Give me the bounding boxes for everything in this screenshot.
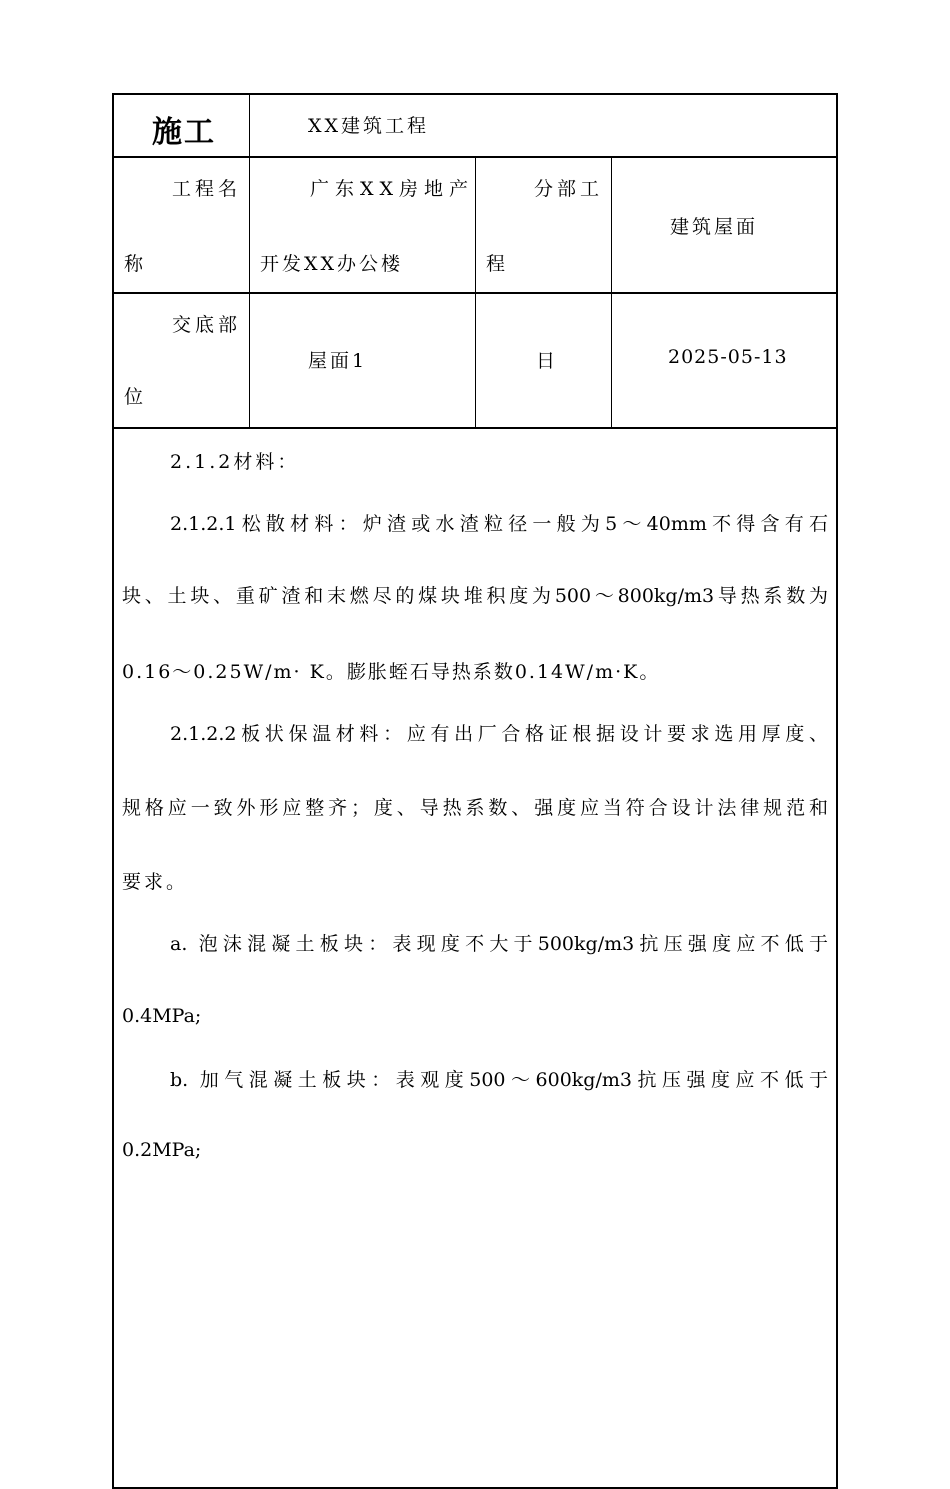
project-name-value-cell — [250, 158, 476, 292]
title-row — [114, 95, 836, 158]
disclosure-content — [114, 429, 836, 1487]
content-line-5: 2.1.2.2板状保温材料：应有出厂合格证根据设计要求选用厚度、 — [170, 723, 828, 745]
project-title: XX建筑工程 — [308, 115, 430, 137]
project-title-cell — [250, 95, 836, 156]
content-line-6: 规格应一致外形应整齐；度、导热系数、强度应当符合设计法律规范和 — [122, 797, 828, 819]
location-label-cell — [114, 294, 250, 427]
project-name-value-line2: 开发XX办公楼 — [260, 253, 404, 275]
sub-project-value: 建筑屋面 — [670, 216, 759, 238]
date-value: 2025-05-13 — [668, 346, 788, 368]
date-value-cell — [612, 294, 836, 427]
date-label-cell — [476, 294, 612, 427]
content-line-3: 块、土块、重矿渣和末燃尽的煤块堆积度为500～800kg/m3导热系数为 — [122, 585, 828, 607]
content-line-9: 0.4MPa; — [122, 1005, 202, 1027]
project-name-value-line1: 广东XX房地产 — [310, 178, 475, 200]
project-name-label-line2: 称 — [124, 253, 148, 275]
sub-project-label-cell — [476, 158, 612, 292]
location-date-row — [114, 294, 836, 429]
location-value: 屋面1 — [308, 350, 368, 372]
sub-project-value-cell — [612, 158, 836, 292]
content-line-8: a. 泡沫混凝土板块：表现度不大于500kg/m3抗压强度应不低于 — [170, 933, 828, 955]
technical-disclosure-table — [112, 93, 838, 1489]
project-info-row — [114, 158, 836, 294]
sub-project-label-line1: 分部工 — [534, 178, 604, 200]
location-label-line2: 位 — [124, 386, 148, 408]
content-line-2: 2.1.2.1松散材料：炉渣或水渣粒径一般为5～40mm不得含有石 — [170, 513, 828, 535]
project-name-label-line1: 工程名 — [172, 178, 242, 200]
content-line-7: 要求。 — [122, 871, 189, 893]
location-label-line1: 交底部 — [172, 314, 242, 336]
content-line-11: 0.2MPa; — [122, 1139, 202, 1161]
sub-project-label-line2: 程 — [486, 253, 510, 275]
title-label-cell — [114, 95, 250, 156]
location-value-cell — [250, 294, 476, 427]
content-line-4: 0.16～0.25W/m· K。膨胀蛭石导热系数0.14W/m·K。 — [122, 661, 661, 683]
content-line-10: b. 加气混凝土板块：表观度500～600kg/m3抗压强度应不低于 — [170, 1069, 828, 1091]
content-line-1: 2.1.2材料： — [170, 451, 300, 473]
project-name-label-cell — [114, 158, 250, 292]
title-label: 施工 — [152, 115, 216, 150]
date-label: 日 — [536, 350, 560, 372]
